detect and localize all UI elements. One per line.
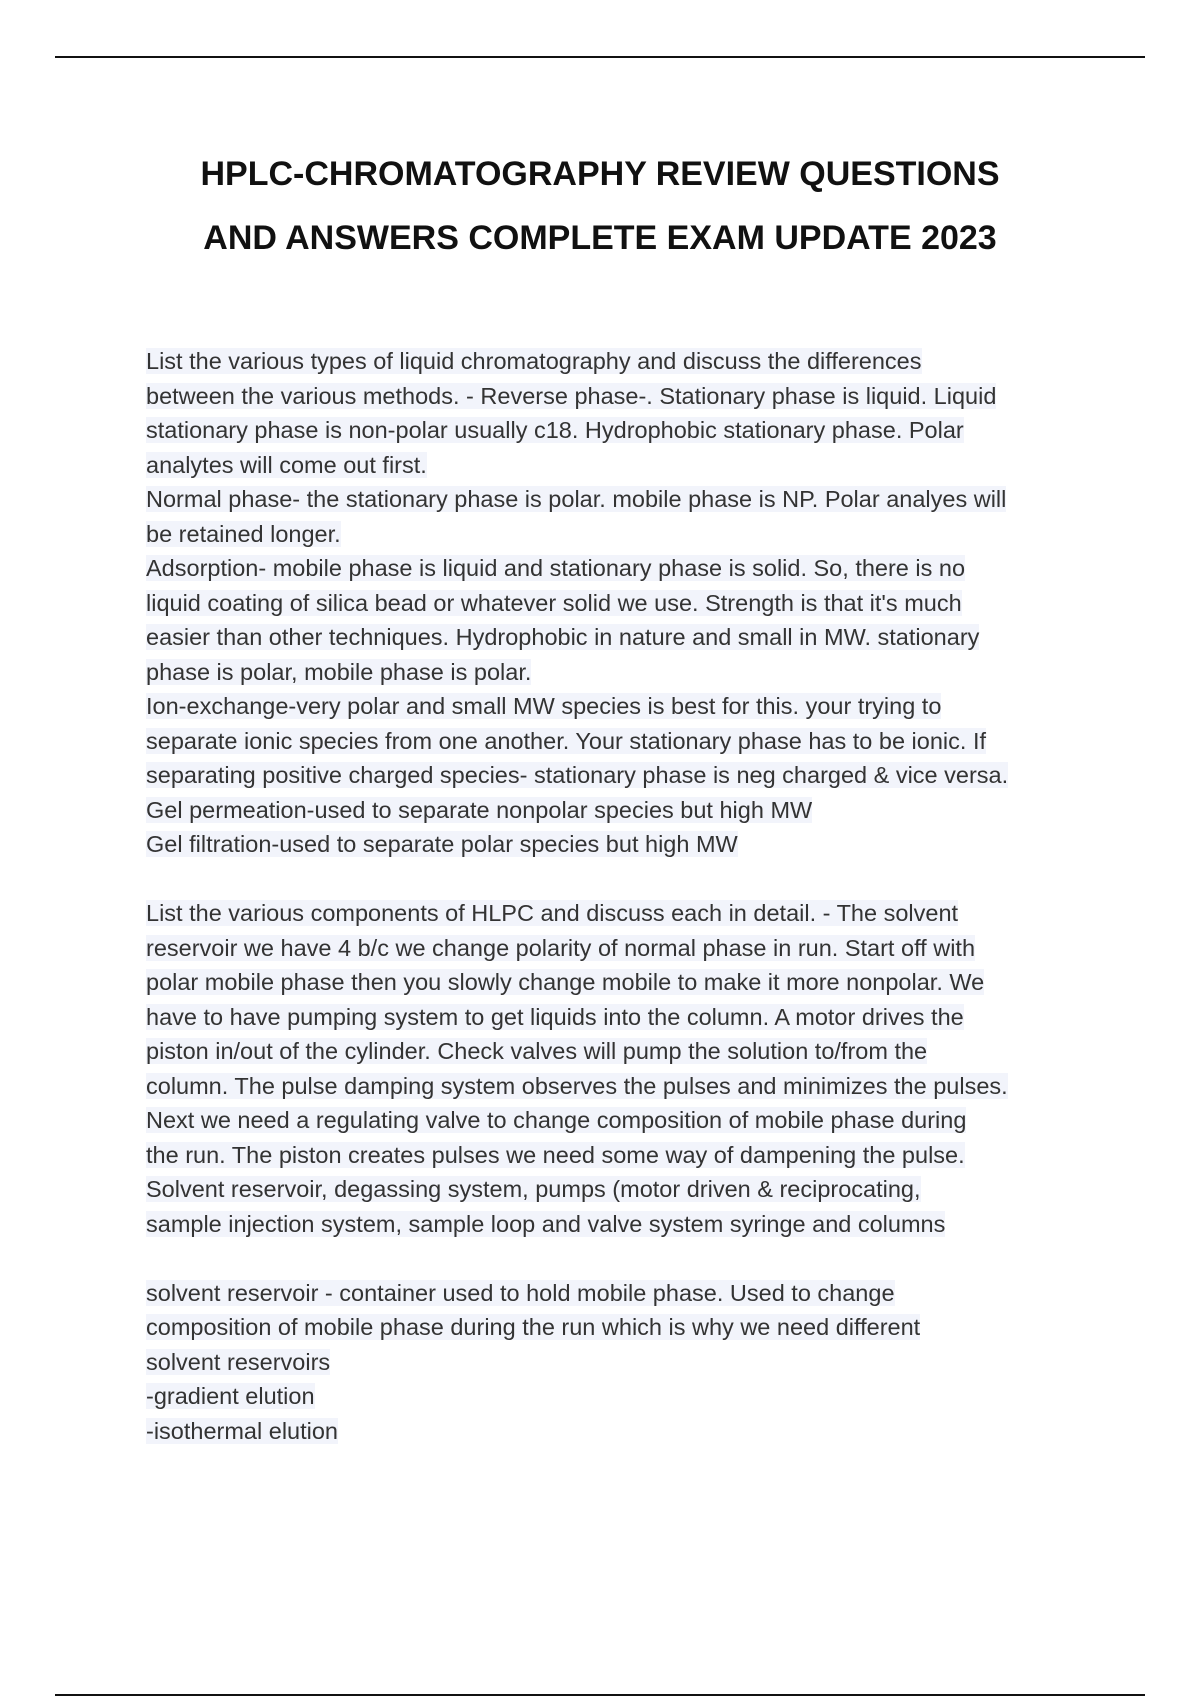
document-title <box>100 142 1100 270</box>
text-line: be retained longer. <box>146 520 341 547</box>
text-line: phase is polar, mobile phase is polar. <box>146 658 532 685</box>
text-line: Next we need a regulating valve to change composition of mobile phase during <box>146 1107 967 1133</box>
text-line: piston in/out of the cylinder. Check valves will pump the solution to/from the <box>146 1038 928 1064</box>
text-line: liquid coating of silica bead or whatever solid we use. Strength is that it's much <box>146 589 962 616</box>
text-line: Gel permeation-used to separate nonpolar species but high MW <box>146 796 813 823</box>
text-line: separate ionic species from one another. Your stationary phase has to be ionic. If <box>146 727 986 754</box>
text-line: reservoir we have 4 b/c we change polarity of normal phase in run. Start off with <box>146 934 976 961</box>
text-line: have to have pumping system to get liquids into the column. A motor drives the <box>146 1003 964 1030</box>
text-line: easier than other techniques. Hydrophobic in nature and small in MW. stationary <box>146 624 980 650</box>
text-line: List the various types of liquid chromatography and discuss the differences <box>146 348 922 374</box>
top-rule <box>55 56 1145 58</box>
qa-paragraph-liquid-chromatography-types <box>146 344 1146 862</box>
text-line: -isothermal elution <box>146 1417 339 1444</box>
qa-paragraph-hplc-components <box>146 896 1146 1241</box>
text-line: -gradient elution <box>146 1383 315 1409</box>
text-line: List the various components of HLPC and discuss each in detail. - The solvent <box>146 900 959 926</box>
text-line: Gel filtration-used to separate polar species but high MW <box>146 831 738 857</box>
text-line: solvent reservoirs <box>146 1348 331 1375</box>
text-line: solvent reservoir - container used to hold mobile phase. Used to change <box>146 1279 895 1306</box>
text-line: stationary phase is non-polar usually c18. Hydrophobic stationary phase. Polar <box>146 417 964 443</box>
text-line: column. The pulse damping system observes the pulses and minimizes the pulses. <box>146 1072 1008 1099</box>
text-line: Adsorption- mobile phase is liquid and stationary phase is solid. So, there is no <box>146 555 966 581</box>
text-line: sample injection system, sample loop and valve system syringe and columns <box>146 1210 946 1237</box>
text-line: composition of mobile phase during the run which is why we need different <box>146 1314 921 1340</box>
text-line: analytes will come out first. <box>146 451 427 478</box>
text-line: polar mobile phase then you slowly change mobile to make it more nonpolar. We <box>146 969 985 995</box>
text-line: separating positive charged species- stationary phase is neg charged & vice versa. <box>146 762 1009 788</box>
bottom-rule <box>55 1694 1145 1696</box>
title-line: AND ANSWERS COMPLETE EXAM UPDATE 2023 <box>203 219 997 257</box>
text-line: the run. The piston creates pulses we need some way of dampening the pulse. <box>146 1141 965 1168</box>
document-body <box>146 344 1146 1448</box>
text-line: Ion-exchange-very polar and small MW species is best for this. your trying to <box>146 693 942 719</box>
text-line: between the various methods. - Reverse phase-. Stationary phase is liquid. Liquid <box>146 382 997 409</box>
text-line: Normal phase- the stationary phase is polar. mobile phase is NP. Polar analyes will <box>146 486 1007 512</box>
qa-paragraph-solvent-reservoir <box>146 1276 1146 1449</box>
text-line: Solvent reservoir, degassing system, pumps (motor driven & reciprocating, <box>146 1176 921 1202</box>
title-line: HPLC-CHROMATOGRAPHY REVIEW QUESTIONS <box>200 155 1000 193</box>
